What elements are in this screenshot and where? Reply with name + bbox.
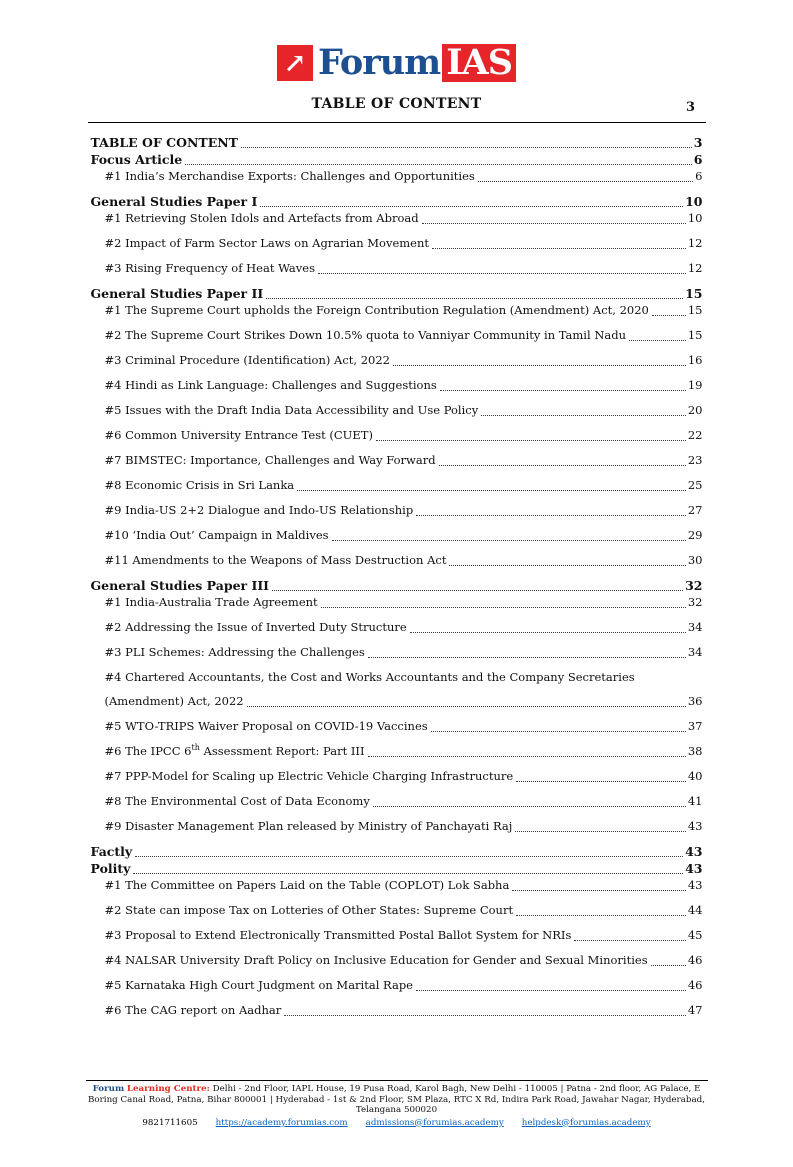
toc-page-number: 44 <box>687 903 703 917</box>
dot-leader <box>422 223 686 224</box>
dot-leader <box>241 147 692 148</box>
dot-leader <box>439 465 686 466</box>
toc-entry-title: #9 India-US 2+2 Dialogue and Indo-US Relationship <box>104 503 414 517</box>
toc-entry[interactable] <box>91 619 703 636</box>
toc-page-number: 43 <box>685 861 703 876</box>
toc-entry[interactable] <box>91 927 703 944</box>
toc-entry-title: #1 India-Australia Trade Agreement <box>104 595 318 609</box>
toc-page-number: 30 <box>687 553 703 567</box>
dot-leader <box>318 273 686 274</box>
logo-text-ias: IAS <box>442 44 516 82</box>
toc-page-number: 6 <box>693 152 703 167</box>
toc-page-number: 10 <box>687 211 703 225</box>
toc-entry-title: #7 PPP-Model for Scaling up Electric Vehicle Charging Infrastructure <box>104 769 514 783</box>
toc-entry-title-continued: (Amendment) Act, 2022 <box>104 694 244 708</box>
toc-page-number: 41 <box>687 794 703 808</box>
toc-page-number: 43 <box>685 844 703 859</box>
dot-leader <box>432 248 686 249</box>
toc-entry-title: #7 BIMSTEC: Importance, Challenges and Way Forward <box>104 453 436 467</box>
toc-page-number: 22 <box>687 428 703 442</box>
toc-entry[interactable] <box>91 302 703 319</box>
dot-leader <box>393 365 686 366</box>
toc-entry-title: #1 The Committee on Papers Laid on the Table (COPLOT) Lok Sabha <box>104 878 510 892</box>
footer-link-helpdesk-email[interactable]: helpdesk@forumias.academy <box>521 1117 651 1128</box>
dot-leader <box>368 756 686 757</box>
toc-page-number: 27 <box>687 503 703 517</box>
page-title: TABLE OF CONTENT <box>311 96 482 112</box>
toc-page-number: 47 <box>687 1003 703 1017</box>
toc-entry[interactable] <box>91 577 703 594</box>
toc-entry[interactable] <box>91 644 703 661</box>
dot-leader <box>368 657 686 658</box>
toc-entry[interactable] <box>91 402 703 419</box>
toc-entry-title: General Studies Paper II <box>90 286 264 301</box>
toc-entry-title: #2 Impact of Farm Sector Laws on Agrarian Movement <box>104 236 429 250</box>
toc-entry[interactable] <box>91 327 703 344</box>
dot-leader <box>515 831 686 832</box>
toc-page-number: 43 <box>687 878 703 892</box>
toc-entry[interactable] <box>91 235 703 252</box>
dot-leader <box>297 490 686 491</box>
dot-leader <box>376 440 686 441</box>
toc-page-number: 34 <box>687 645 703 659</box>
logo-arrow-icon: ↗ <box>277 45 313 81</box>
toc-entry-title: Focus Article <box>90 152 183 167</box>
toc-entry-title: General Studies Paper III <box>90 578 270 593</box>
toc-page-number: 46 <box>687 953 703 967</box>
toc-entry-title: #6 The CAG report on Aadhar <box>104 1003 282 1017</box>
logo-text-forum: Forum <box>317 42 441 83</box>
toc-entry-title: #2 State can impose Tax on Lotteries of Other States: Supreme Court <box>104 903 514 917</box>
toc-entry-title: #1 Retrieving Stolen Idols and Artefacts from Abroad <box>104 211 419 225</box>
toc-entry[interactable] <box>91 952 703 969</box>
toc-entry-title: #5 Issues with the Draft India Data Accessibility and Use Policy <box>104 403 479 417</box>
dot-leader <box>651 965 686 966</box>
toc-entry-title: #2 Addressing the Issue of Inverted Duty Structure <box>104 620 407 634</box>
toc-entry[interactable] <box>91 843 703 860</box>
toc-entry-title: #8 Economic Crisis in Sri Lanka <box>104 478 295 492</box>
toc-page-number: 23 <box>687 453 703 467</box>
toc-entry-title: #3 Rising Frequency of Heat Waves <box>104 261 315 275</box>
toc-page-number: 38 <box>687 744 703 758</box>
toc-entry-title: #4 NALSAR University Draft Policy on Inclusive Education for Gender and Sexual Minorities <box>104 953 648 967</box>
dot-leader <box>272 590 683 591</box>
toc-entry[interactable] <box>91 860 703 877</box>
toc-page-number: 10 <box>685 194 703 209</box>
toc-page-number: 34 <box>687 620 703 634</box>
header-divider <box>88 122 706 123</box>
toc-entry[interactable] <box>91 743 703 760</box>
dot-leader <box>481 415 686 416</box>
toc-entry-title: #3 Proposal to Extend Electronically Transmitted Postal Ballot System for NRIs <box>104 928 572 942</box>
toc-page-number: 15 <box>687 303 703 317</box>
dot-leader <box>260 206 683 207</box>
dot-leader <box>133 873 683 874</box>
footer-address-text: Delhi - 2nd Floor, IAPL House, 19 Pusa Road, Karol Bagh, New Delhi - 110005 | Patna - 2nd floor, AG Palace, E Boring Canal Road, Patna, Bihar 800001 | Hyderabad - 1st & 2nd Floor, SM Plaza, RTC X Rd, Indira Park Road, Jawahar Nagar, Hyderabad, Telangana 500020 <box>88 1084 705 1115</box>
toc-entry[interactable] <box>91 594 703 611</box>
document-page <box>0 44 793 1167</box>
dot-leader <box>416 515 686 516</box>
toc-entry[interactable] <box>91 210 703 227</box>
toc-page-number: 25 <box>687 478 703 492</box>
toc-entry[interactable] <box>91 151 703 168</box>
toc-list <box>91 134 703 1019</box>
footer-brand-rest: Learning Centre: <box>126 1084 210 1094</box>
dot-leader <box>185 164 692 165</box>
toc-entry-title: TABLE OF CONTENT <box>90 135 238 150</box>
toc-page-number: 36 <box>687 694 703 708</box>
toc-entry[interactable] <box>91 502 703 519</box>
toc-entry[interactable] <box>91 818 703 835</box>
toc-entry[interactable] <box>91 285 703 302</box>
toc-page-number: 43 <box>687 819 703 833</box>
toc-entry[interactable] <box>91 669 703 710</box>
toc-entry-title: #6 Common University Entrance Test (CUET) <box>104 428 373 442</box>
toc-entry[interactable] <box>91 793 703 810</box>
toc-page-number: 15 <box>685 286 703 301</box>
dot-leader <box>284 1015 686 1016</box>
dot-leader <box>629 340 686 341</box>
toc-entry-title: #1 The Supreme Court upholds the Foreign Contribution Regulation (Amendment) Act, 2020 <box>104 303 649 317</box>
toc-entry-title: #11 Amendments to the Weapons of Mass Destruction Act <box>104 553 447 567</box>
toc-entry[interactable] <box>91 902 703 919</box>
toc-page-number: 32 <box>685 578 703 593</box>
toc-entry-title: #10 ‘India Out’ Campaign in Maldives <box>104 528 329 542</box>
toc-entry[interactable] <box>91 527 703 544</box>
toc-page-number: 32 <box>687 595 703 609</box>
toc-entry-title: #8 The Environmental Cost of Data Economy <box>104 794 370 808</box>
toc-entry-title: #1 India’s Merchandise Exports: Challenges and Opportunities <box>104 169 475 183</box>
toc-page-number: 45 <box>687 928 703 942</box>
toc-entry[interactable] <box>91 134 703 151</box>
forumias-logo <box>0 44 793 82</box>
footer-divider <box>86 1080 708 1081</box>
toc-entry[interactable] <box>91 168 703 185</box>
dot-leader <box>410 632 686 633</box>
toc-entry[interactable] <box>91 877 703 894</box>
toc-entry-title: #5 WTO-TRIPS Waiver Proposal on COVID-19 Vaccines <box>104 719 428 733</box>
toc-entry-title: #5 Karnataka High Court Judgment on Marital Rape <box>104 978 413 992</box>
dot-leader <box>516 915 686 916</box>
toc-entry[interactable] <box>91 452 703 469</box>
toc-entry-title: #4 Chartered Accountants, the Cost and Works Accountants and the Company Secretaries <box>104 670 635 684</box>
toc-page-number: 19 <box>687 378 703 392</box>
dot-leader <box>478 181 693 182</box>
toc-entry-title: #4 Hindi as Link Language: Challenges and Suggestions <box>104 378 437 392</box>
toc-entry[interactable] <box>91 352 703 369</box>
toc-entry[interactable] <box>91 768 703 785</box>
page-number: 3 <box>685 100 695 115</box>
toc-entry-title: #9 Disaster Management Plan released by Ministry of Panchayati Raj <box>104 819 513 833</box>
dot-leader <box>516 781 686 782</box>
toc-page-number: 16 <box>687 353 703 367</box>
toc-entry[interactable] <box>91 377 703 394</box>
toc-entry-title: #3 Criminal Procedure (Identification) Act, 2022 <box>104 353 390 367</box>
toc-entry[interactable] <box>91 1002 703 1019</box>
toc-page-number: 29 <box>687 528 703 542</box>
footer-address <box>88 1084 706 1116</box>
dot-leader <box>652 315 686 316</box>
toc-page-number: 15 <box>687 328 703 342</box>
toc-entry[interactable] <box>91 427 703 444</box>
dot-leader <box>440 390 686 391</box>
dot-leader <box>373 806 686 807</box>
dot-leader <box>332 540 686 541</box>
dot-leader <box>512 890 686 891</box>
toc-page-number: 20 <box>687 403 703 417</box>
toc-page-number: 37 <box>687 719 703 733</box>
footer-link-admissions-email[interactable]: admissions@forumias.academy <box>365 1117 504 1128</box>
dot-leader <box>266 298 683 299</box>
toc-entry[interactable] <box>91 193 703 210</box>
toc-page-number: 12 <box>687 236 703 250</box>
toc-entry-title: Polity <box>90 861 131 876</box>
toc-page-number: 40 <box>687 769 703 783</box>
dot-leader <box>247 706 686 707</box>
dot-leader <box>416 990 686 991</box>
toc-entry[interactable] <box>91 977 703 994</box>
dot-leader <box>574 940 686 941</box>
toc-entry[interactable] <box>91 718 703 735</box>
toc-entry[interactable] <box>91 260 703 277</box>
toc-page-number: 6 <box>695 169 703 183</box>
page-footer <box>0 1080 793 1128</box>
toc-entry-title: #2 The Supreme Court Strikes Down 10.5% quota to Vanniyar Community in Tamil Nadu <box>104 328 627 342</box>
toc-entry-title: General Studies Paper I <box>90 194 258 209</box>
dot-leader <box>321 607 686 608</box>
dot-leader <box>135 856 683 857</box>
toc-entry[interactable] <box>91 477 703 494</box>
toc-page-number: 3 <box>693 135 703 150</box>
footer-phone: 9821711605 <box>142 1117 198 1128</box>
toc-entry-title: #6 The IPCC 6th Assessment Report: Part III <box>104 743 365 758</box>
toc-page-number: 46 <box>687 978 703 992</box>
toc-entry[interactable] <box>91 552 703 569</box>
toc-page-number: 12 <box>687 261 703 275</box>
toc-entry-title: Factly <box>90 844 133 859</box>
dot-leader <box>431 731 686 732</box>
toc-entry-title: #3 PLI Schemes: Addressing the Challenges <box>104 645 365 659</box>
footer-brand-forum: Forum <box>92 1084 125 1094</box>
footer-link-website[interactable]: https://academy.forumias.com <box>215 1117 348 1128</box>
dot-leader <box>449 565 685 566</box>
